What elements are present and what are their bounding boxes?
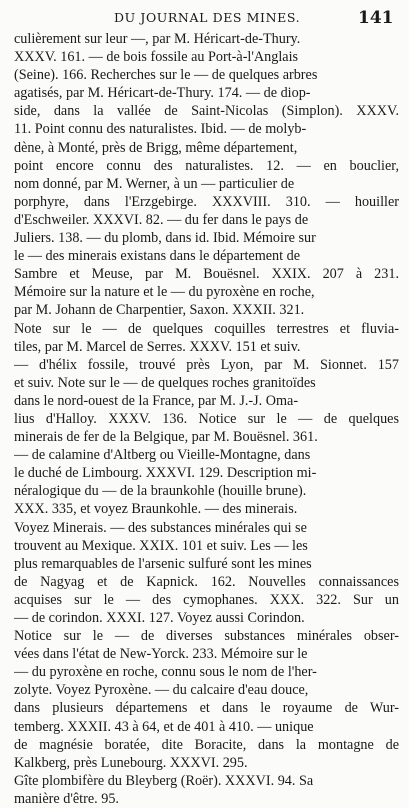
page-number: 141	[358, 8, 394, 28]
text-line: zolyte. Voyez Pyroxène. — du calcaire d'eau douce,	[14, 682, 309, 699]
text-line: dans plusieurs départemens et dans le royaume de Wur-	[14, 700, 399, 717]
text-line: et suiv. Note sur le — de quelques roches granitoïdes	[14, 374, 316, 391]
text-line: Gîte plombifère du Bleyberg (Roër). XXXVI. 94. Sa	[14, 772, 314, 789]
text-line: Note sur le — de quelques coquilles terrestres et fluvia-	[14, 320, 399, 337]
text-line: side, dans la vallée de Saint-Nicolas (Simplon). XXXV.	[14, 103, 399, 120]
text-line: par M. Johann de Charpentier, Saxon. XXXII. 321.	[14, 302, 305, 319]
running-head	[0, 8, 409, 30]
text-line: XXXV. 161. — de bois fossile au Port-à-l'Anglais	[14, 49, 299, 66]
text-line: dène, à Monté, près de Brigg, même département,	[14, 139, 298, 156]
text-line: le — des minerais existans dans le département de	[14, 248, 301, 265]
text-line: vées dans l'état de New-Yorck. 233. Mémoire sur le	[14, 646, 308, 663]
text-line: — du pyroxène en roche, connu sous le nom de l'her-	[14, 664, 317, 681]
text-line: de magnésie boratée, dite Boracite, dans la montagne de	[14, 736, 399, 753]
text-line: lius d'Halloy. XXXV. 136. Notice sur le — de quelques	[14, 410, 399, 427]
text-line: le duché de Limbourg. XXXVI. 129. Description mi-	[14, 465, 317, 482]
text-line: (Seine). 166. Recherches sur le — de quelques arbres	[14, 67, 318, 84]
text-line: — de calamine d'Altberg ou Vieille-Montagne, dans	[14, 447, 311, 464]
text-line: acquises sur le — des cymophanes. XXX. 322. Sur un	[14, 591, 399, 608]
text-line: minerais de fer de la Belgique, par M. Bouësnel. 361.	[14, 429, 318, 446]
text-line: — d'hélix fossile, trouvé près Lyon, par M. Sionnet. 157	[14, 356, 399, 373]
text-line: nom donné, par M. Werner, à un — particulier de	[14, 175, 295, 192]
running-title: DU JOURNAL DES MINES.	[114, 10, 301, 25]
text-line: Mémoire sur la nature et le — du pyroxène en roche,	[14, 284, 315, 301]
text-line: trouvent au Mexique. XXIX. 101 et suiv. Les — les	[14, 537, 308, 554]
text-line: Voyez Minerais. — des substances minérales qui se	[14, 519, 307, 536]
text-line: Kalkberg, près Lunebourg. XXXVI. 295.	[14, 754, 248, 771]
text-line: porphyre, dans l'Erzgebirge. XXXVIII. 310. — houiller	[14, 193, 399, 210]
text-line: néralogique du — de la braunkohle (houille brune).	[14, 483, 307, 500]
text-line: tiles, par M. Marcel de Serres. XXXV. 151 et suiv.	[14, 338, 301, 355]
text-line: Notice sur le — de diverses substances minérales obser-	[14, 628, 399, 645]
text-line: temberg. XXXII. 43 à 64, et de 401 à 410. — unique	[14, 718, 314, 735]
text-line: de Nagyag et de Kapnick. 162. Nouvelles connaissances	[14, 573, 399, 590]
text-line: dans le nord-ouest de la France, par M. J.-J. Oma-	[14, 392, 299, 409]
text-line: Juliers. 138. — du plomb, dans id. Ibid. Mémoire sur	[14, 230, 316, 247]
text-line: agatisés, par M. Héricart-de-Thury. 174. — de diop-	[14, 85, 311, 102]
text-line: culièrement sur leur —, par M. Héricart-de-Thury.	[14, 31, 301, 47]
text-line: Sambre et Meuse, par M. Bouësnel. XXIX. 207 à 231.	[14, 266, 399, 283]
text-line: 11. Point connu des naturalistes. Ibid. — de molyb-	[14, 121, 307, 138]
text-line: manière d'être. 95.	[14, 790, 119, 807]
text-line: point encore connu des naturalistes. 12. — en bouclier,	[14, 157, 399, 174]
text-line: XXX. 335, et voyez Braunkohle. — des minerais.	[14, 501, 298, 518]
text-line: d'Eschweiler. XXXVI. 82. — du fer dans le pays de	[14, 211, 309, 228]
text-line: — de corindon. XXXI. 127. Voyez aussi Corindon.	[14, 610, 305, 626]
text-line: plus remarquables de l'arsenic sulfuré sont les mines	[14, 555, 312, 572]
index-text-column	[14, 30, 399, 808]
